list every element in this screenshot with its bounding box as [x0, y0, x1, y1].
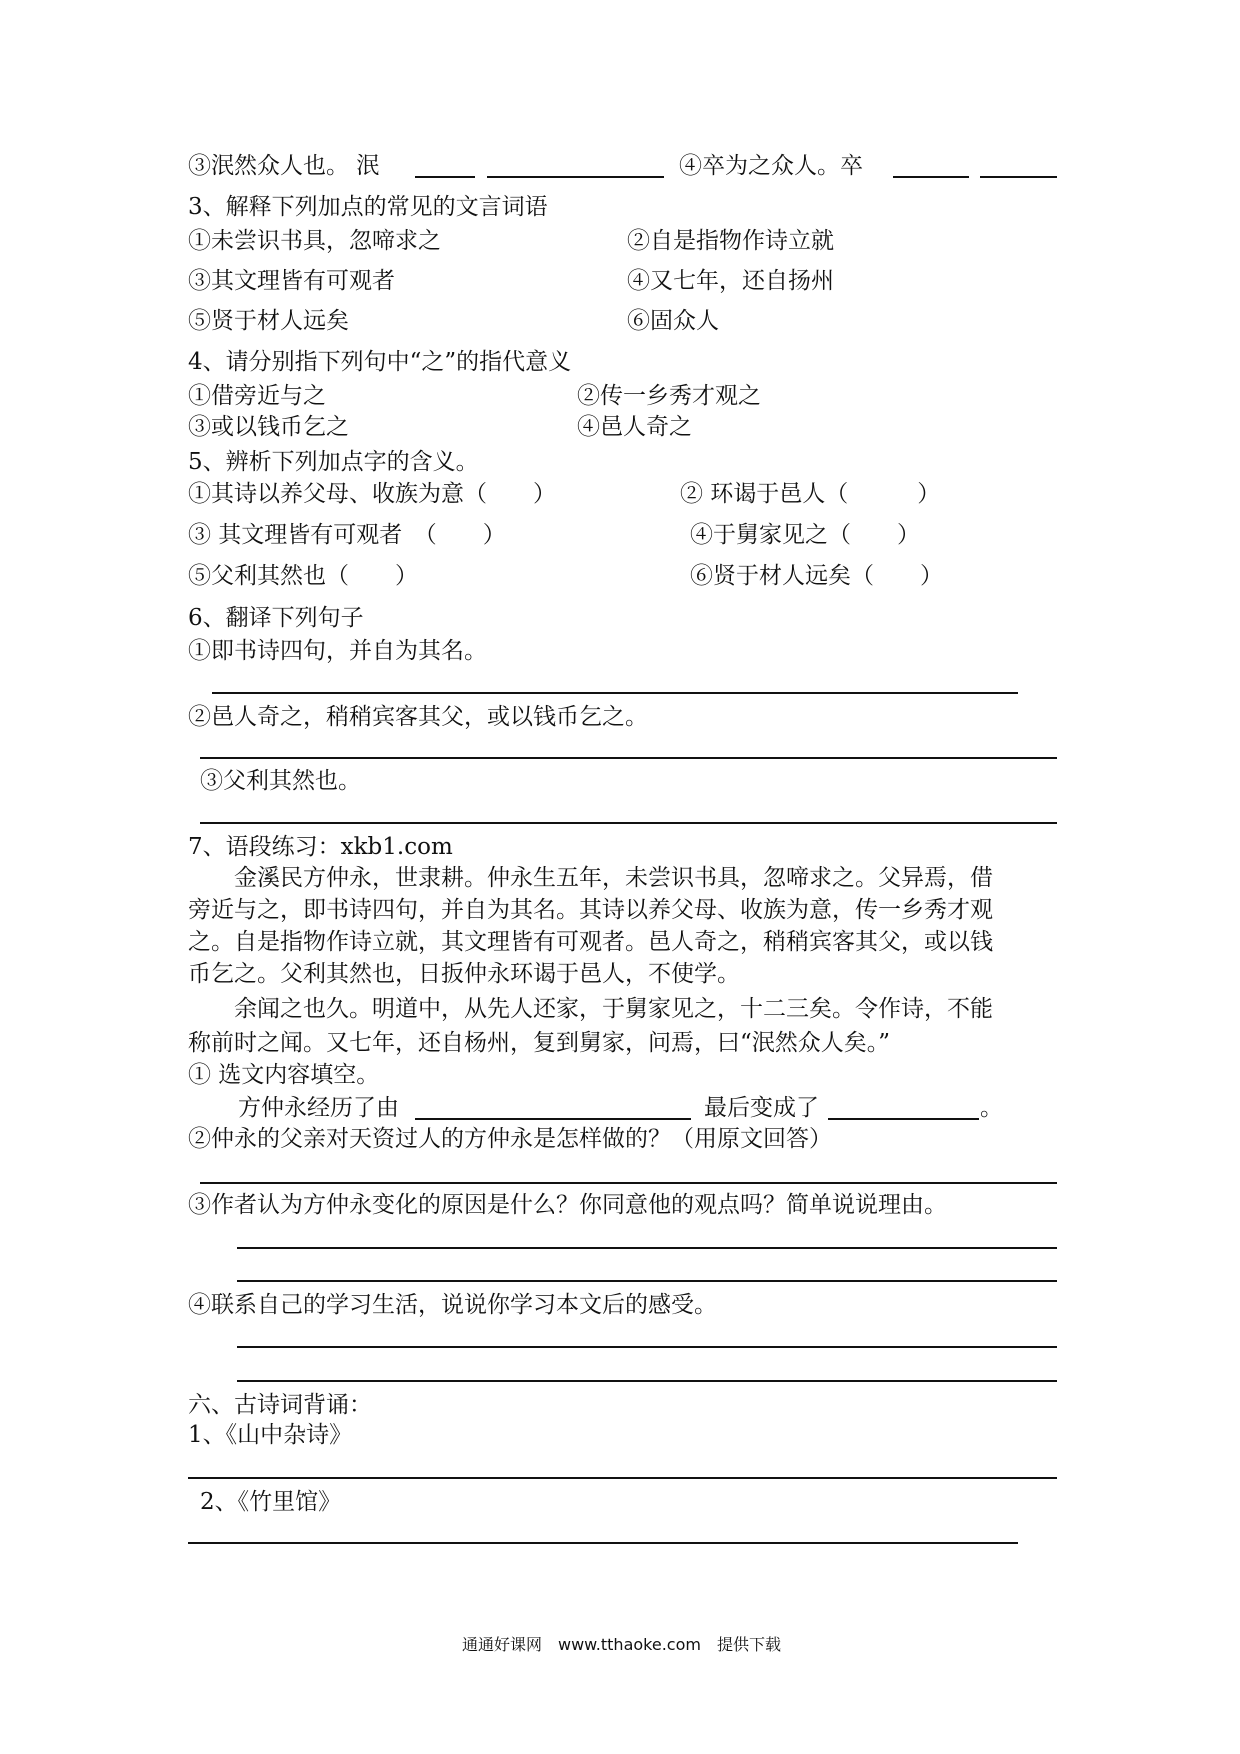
q7-sub-end: 。: [980, 1095, 1003, 1121]
q7-sub: ③作者认为方仲永变化的原因是什么？你同意他的观点吗？简单说说理由。: [188, 1192, 947, 1218]
q7-sub: ④联系自己的学习生活，说说你学习本文后的感受。: [188, 1292, 717, 1318]
q3-item: ⑥固众人: [627, 308, 719, 334]
blank-line[interactable]: [487, 176, 664, 178]
q5-item: ② 环谒于邑人（ ）: [680, 481, 941, 507]
footer-text: 通通好课网 www.tthaoke.com 提供下载: [462, 1635, 781, 1654]
answer-line[interactable]: [188, 1542, 1018, 1544]
q3-item: ②自是指物作诗立就: [627, 228, 834, 254]
q4-item: ④邑人奇之: [577, 414, 692, 440]
q7-sub-b: 最后变成了: [704, 1095, 819, 1121]
q6-item: ③父利其然也。: [200, 768, 361, 794]
q6-title: 6、翻译下列句子: [188, 605, 364, 631]
q3-title: 3、解释下列加点的常见的文言词语: [188, 194, 548, 220]
passage-line: 旁近与之，即书诗四句，并自为其名。其诗以养父母、收族为意，传一乡秀才观: [188, 897, 993, 923]
item-min: ③泯然众人也。 泯: [188, 153, 380, 179]
q7-sub: ① 选文内容填空。: [188, 1062, 380, 1088]
passage-line: 余闻之也久。明道中，从先人还家，于舅家见之，十二三矣。令作诗，不能: [188, 996, 993, 1022]
answer-line[interactable]: [237, 1346, 1057, 1348]
answer-line[interactable]: [237, 1380, 1057, 1382]
blank-line[interactable]: [893, 176, 969, 178]
q4-item: ③或以钱币乞之: [188, 414, 349, 440]
q3-item: ①未尝识书具，忽啼求之: [188, 228, 441, 254]
answer-line[interactable]: [237, 1247, 1057, 1249]
q4-item: ②传一乡秀才观之: [577, 383, 761, 409]
section-title: 六、古诗词背诵：: [188, 1392, 372, 1418]
blank-line[interactable]: [828, 1118, 979, 1120]
answer-line[interactable]: [212, 692, 1018, 694]
blank-line[interactable]: [415, 1118, 691, 1120]
q5-item: ③ 其文理皆有可观者 （ ）: [188, 522, 506, 548]
q4-item: ①借旁近与之: [188, 383, 326, 409]
q3-item: ③其文理皆有可观者: [188, 268, 395, 294]
q5-item: ⑥贤于材人远矣（ ）: [690, 563, 943, 589]
passage-line: 称前时之闻。又七年，还自杨州，复到舅家，问焉，曰“泯然众人矣。”: [188, 1030, 891, 1056]
answer-line[interactable]: [200, 822, 1057, 824]
answer-line[interactable]: [188, 1477, 1057, 1479]
q5-title: 5、辨析下列加点字的含义。: [188, 449, 479, 475]
passage-line: 之。自是指物作诗立就，其文理皆有可观者。邑人奇之，稍稍宾客其父，或以钱: [188, 929, 993, 955]
q6-item: ②邑人奇之，稍稍宾客其父，或以钱币乞之。: [188, 704, 648, 730]
q7-sub-a: 方仲永经历了由: [238, 1095, 399, 1121]
item-zu: ④卒为之众人。卒: [679, 153, 863, 179]
answer-line[interactable]: [200, 757, 1057, 759]
q5-item: ①其诗以养父母、收族为意（ ）: [188, 481, 556, 507]
blank-line[interactable]: [980, 176, 1057, 178]
q7-sub: ②仲永的父亲对天资过人的方仲永是怎样做的？（用原文回答）: [188, 1126, 832, 1152]
q5-item: ⑤父利其然也（ ）: [188, 563, 418, 589]
poem-item: 1、《山中杂诗》: [188, 1422, 353, 1448]
q3-item: ⑤贤于材人远矣: [188, 308, 349, 334]
answer-line[interactable]: [237, 1280, 1057, 1282]
q5-item: ④于舅家见之（ ）: [690, 522, 920, 548]
q7-title: 7、语段练习：xkb1.com: [188, 834, 453, 860]
poem-item: 2、《竹里馆》: [200, 1489, 342, 1515]
q6-item: ①即书诗四句，并自为其名。: [188, 638, 487, 664]
blank-line[interactable]: [415, 176, 475, 178]
q3-item: ④又七年，还自扬州: [627, 268, 834, 294]
answer-line[interactable]: [200, 1182, 1057, 1184]
passage-line: 币乞之。父利其然也，日扳仲永环谒于邑人，不使学。: [188, 961, 740, 987]
q4-title: 4、请分别指下列句中“之”的指代意义: [188, 349, 572, 375]
passage-line: 金溪民方仲永，世隶耕。仲永生五年，未尝识书具，忽啼求之。父异焉，借: [188, 865, 993, 891]
